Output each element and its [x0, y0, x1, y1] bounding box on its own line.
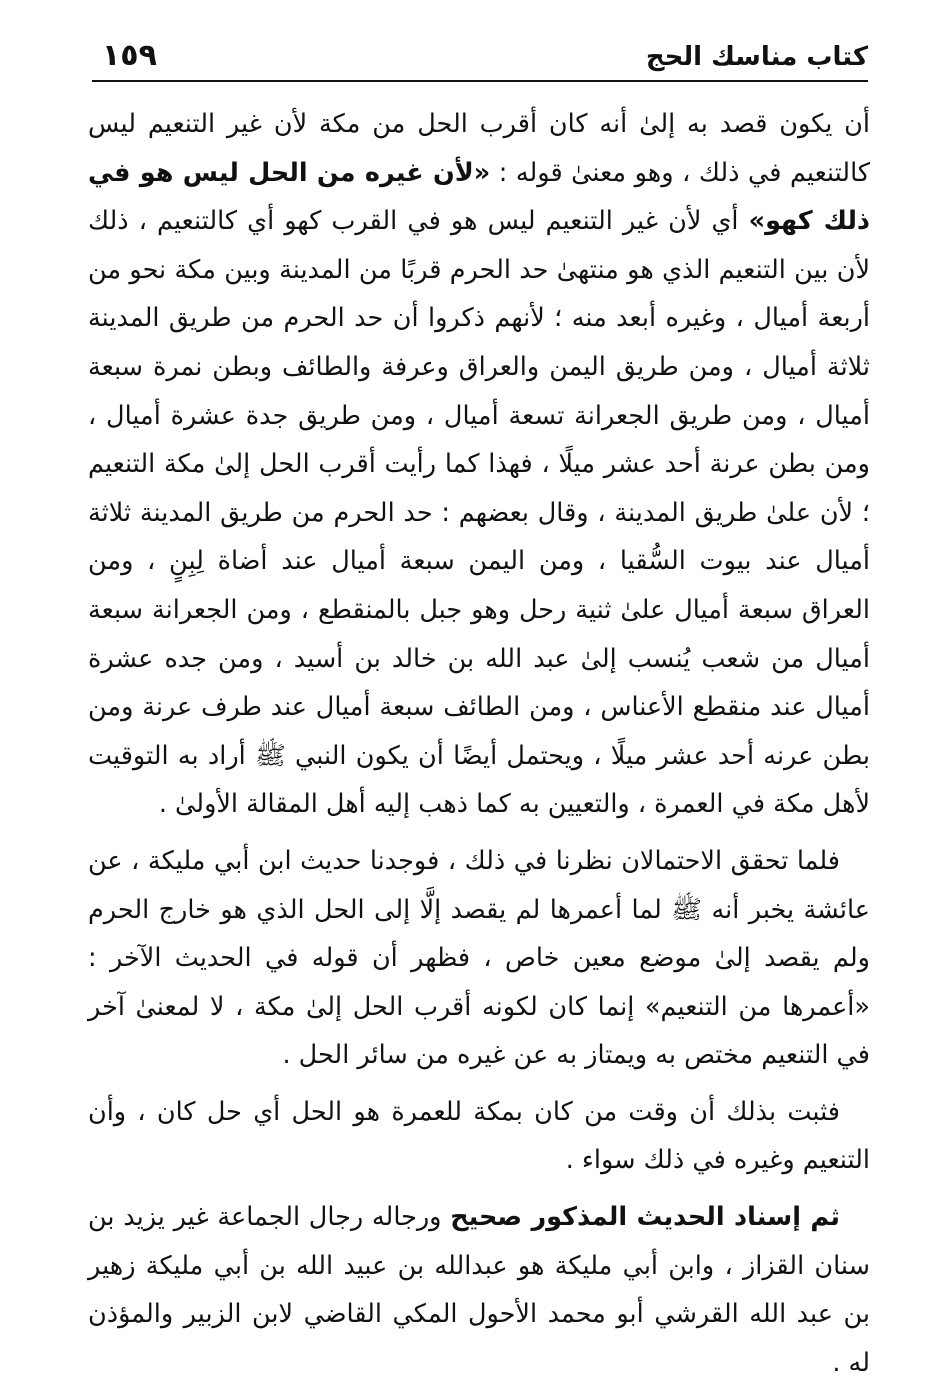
running-header	[92, 38, 868, 80]
paragraph-3-text: فثبت بذلك أن وقت من كان بمكة للعمرة هو الحل أي حل كان ، وأن التنعيم وغيره في ذلك سواء .	[88, 1096, 870, 1176]
body-text	[88, 100, 870, 1387]
paragraph-4	[88, 1193, 870, 1387]
paragraph-3	[88, 1088, 870, 1185]
page-number: ١٥٩	[102, 38, 157, 73]
paragraph-2-text: فلما تحقق الاحتمالان نظرنا في ذلك ، فوجدنا حديث ابن أبي مليكة ، عن عائشة يخبر أنه ﷺ لما أعمرها لم يقصد إلَّا إلى الحل الذي هو خارج الحرم ولم يقصد إلىٰ موضع معين خاص ، فظهر أن قوله في الحديث الآخر : «أعمرها من التنعيم» إنما كان لكونه أقرب الحل إلىٰ مكة ، لا لمعنىٰ آخر في التنعيم مختص به ويمتاز به عن غيره من سائر الحل .	[88, 845, 870, 1071]
paragraph-1-text-after: أي لأن غير التنعيم ليس هو في القرب كهو أي كالتنعيم ، ذلك لأن بين التنعيم الذي هو منتهىٰ حد الحرم قربًا من المدينة وبين مكة نحو من أربعة أميال ، وغيره أبعد منه ؛ لأنهم ذكروا أن حد الحرم من طريق المدينة ثلاثة أميال ، ومن طريق اليمن والعراق وعرفة والطائف وبطن نمرة سبعة أميال ، ومن طريق الجعرانة تسعة أميال ، ومن طريق جدة عشرة أميال ، ومن بطن عرنة أحد عشر ميلًا ، فهذا كما رأيت أقرب الحل إلىٰ مكة التنعيم ؛ لأن علىٰ طريق المدينة ، وقال بعضهم : حد الحرم من طريق المدينة ثلاثة أميال عند بيوت السُّقيا ، ومن اليمن سبعة أميال عند أضاة لِبِنٍ ، ومن العراق سبعة أميال علىٰ ثنية رحل وهو جبل بالمنقطع ، ومن الجعرانة سبعة أميال من شعب يُنسب إلىٰ عبد الله بن خالد بن أسيد ، ومن جده عشرة أميال عند منقطع الأعناس ، ومن الطائف سبعة أميال عند طرف عرنة ومن بطن عرنه أحد عشر ميلًا ، ويحتمل أيضًا أن يكون النبي ﷺ أراد به التوقيت لأهل مكة في العمرة ، والتعيين به كما ذهب إليه أهل المقالة الأولىٰ .	[88, 206, 870, 820]
header-divider	[92, 80, 868, 82]
paragraph-4-bold-lead: ثم إسناد الحديث المذكور صحيح	[450, 1202, 840, 1233]
paragraph-1-text-before: أن يكون قصد به إلىٰ أنه كان أقرب الحل من مكة لأن غير التنعيم ليس كالتنعيم في ذلك ، وهو معنىٰ قوله :	[88, 109, 870, 188]
paragraph-1-bold-quote: «لأن غيره من الحل ليس هو في ذلك كهو»	[88, 157, 870, 237]
paragraph-2	[88, 837, 870, 1080]
paragraph-1	[88, 100, 870, 829]
paragraph-4-text-after: ورجاله رجال الجماعة غير يزيد بن سنان القزاز ، وابن أبي مليكة هو عبدالله بن عبيد الله بن أبي مليكة زهير بن عبد الله القرشي أبو محمد الأحول المكي القاضي لابن الزبير والمؤذن له .	[88, 1202, 870, 1378]
book-title: كتاب مناسك الحج	[645, 42, 868, 72]
